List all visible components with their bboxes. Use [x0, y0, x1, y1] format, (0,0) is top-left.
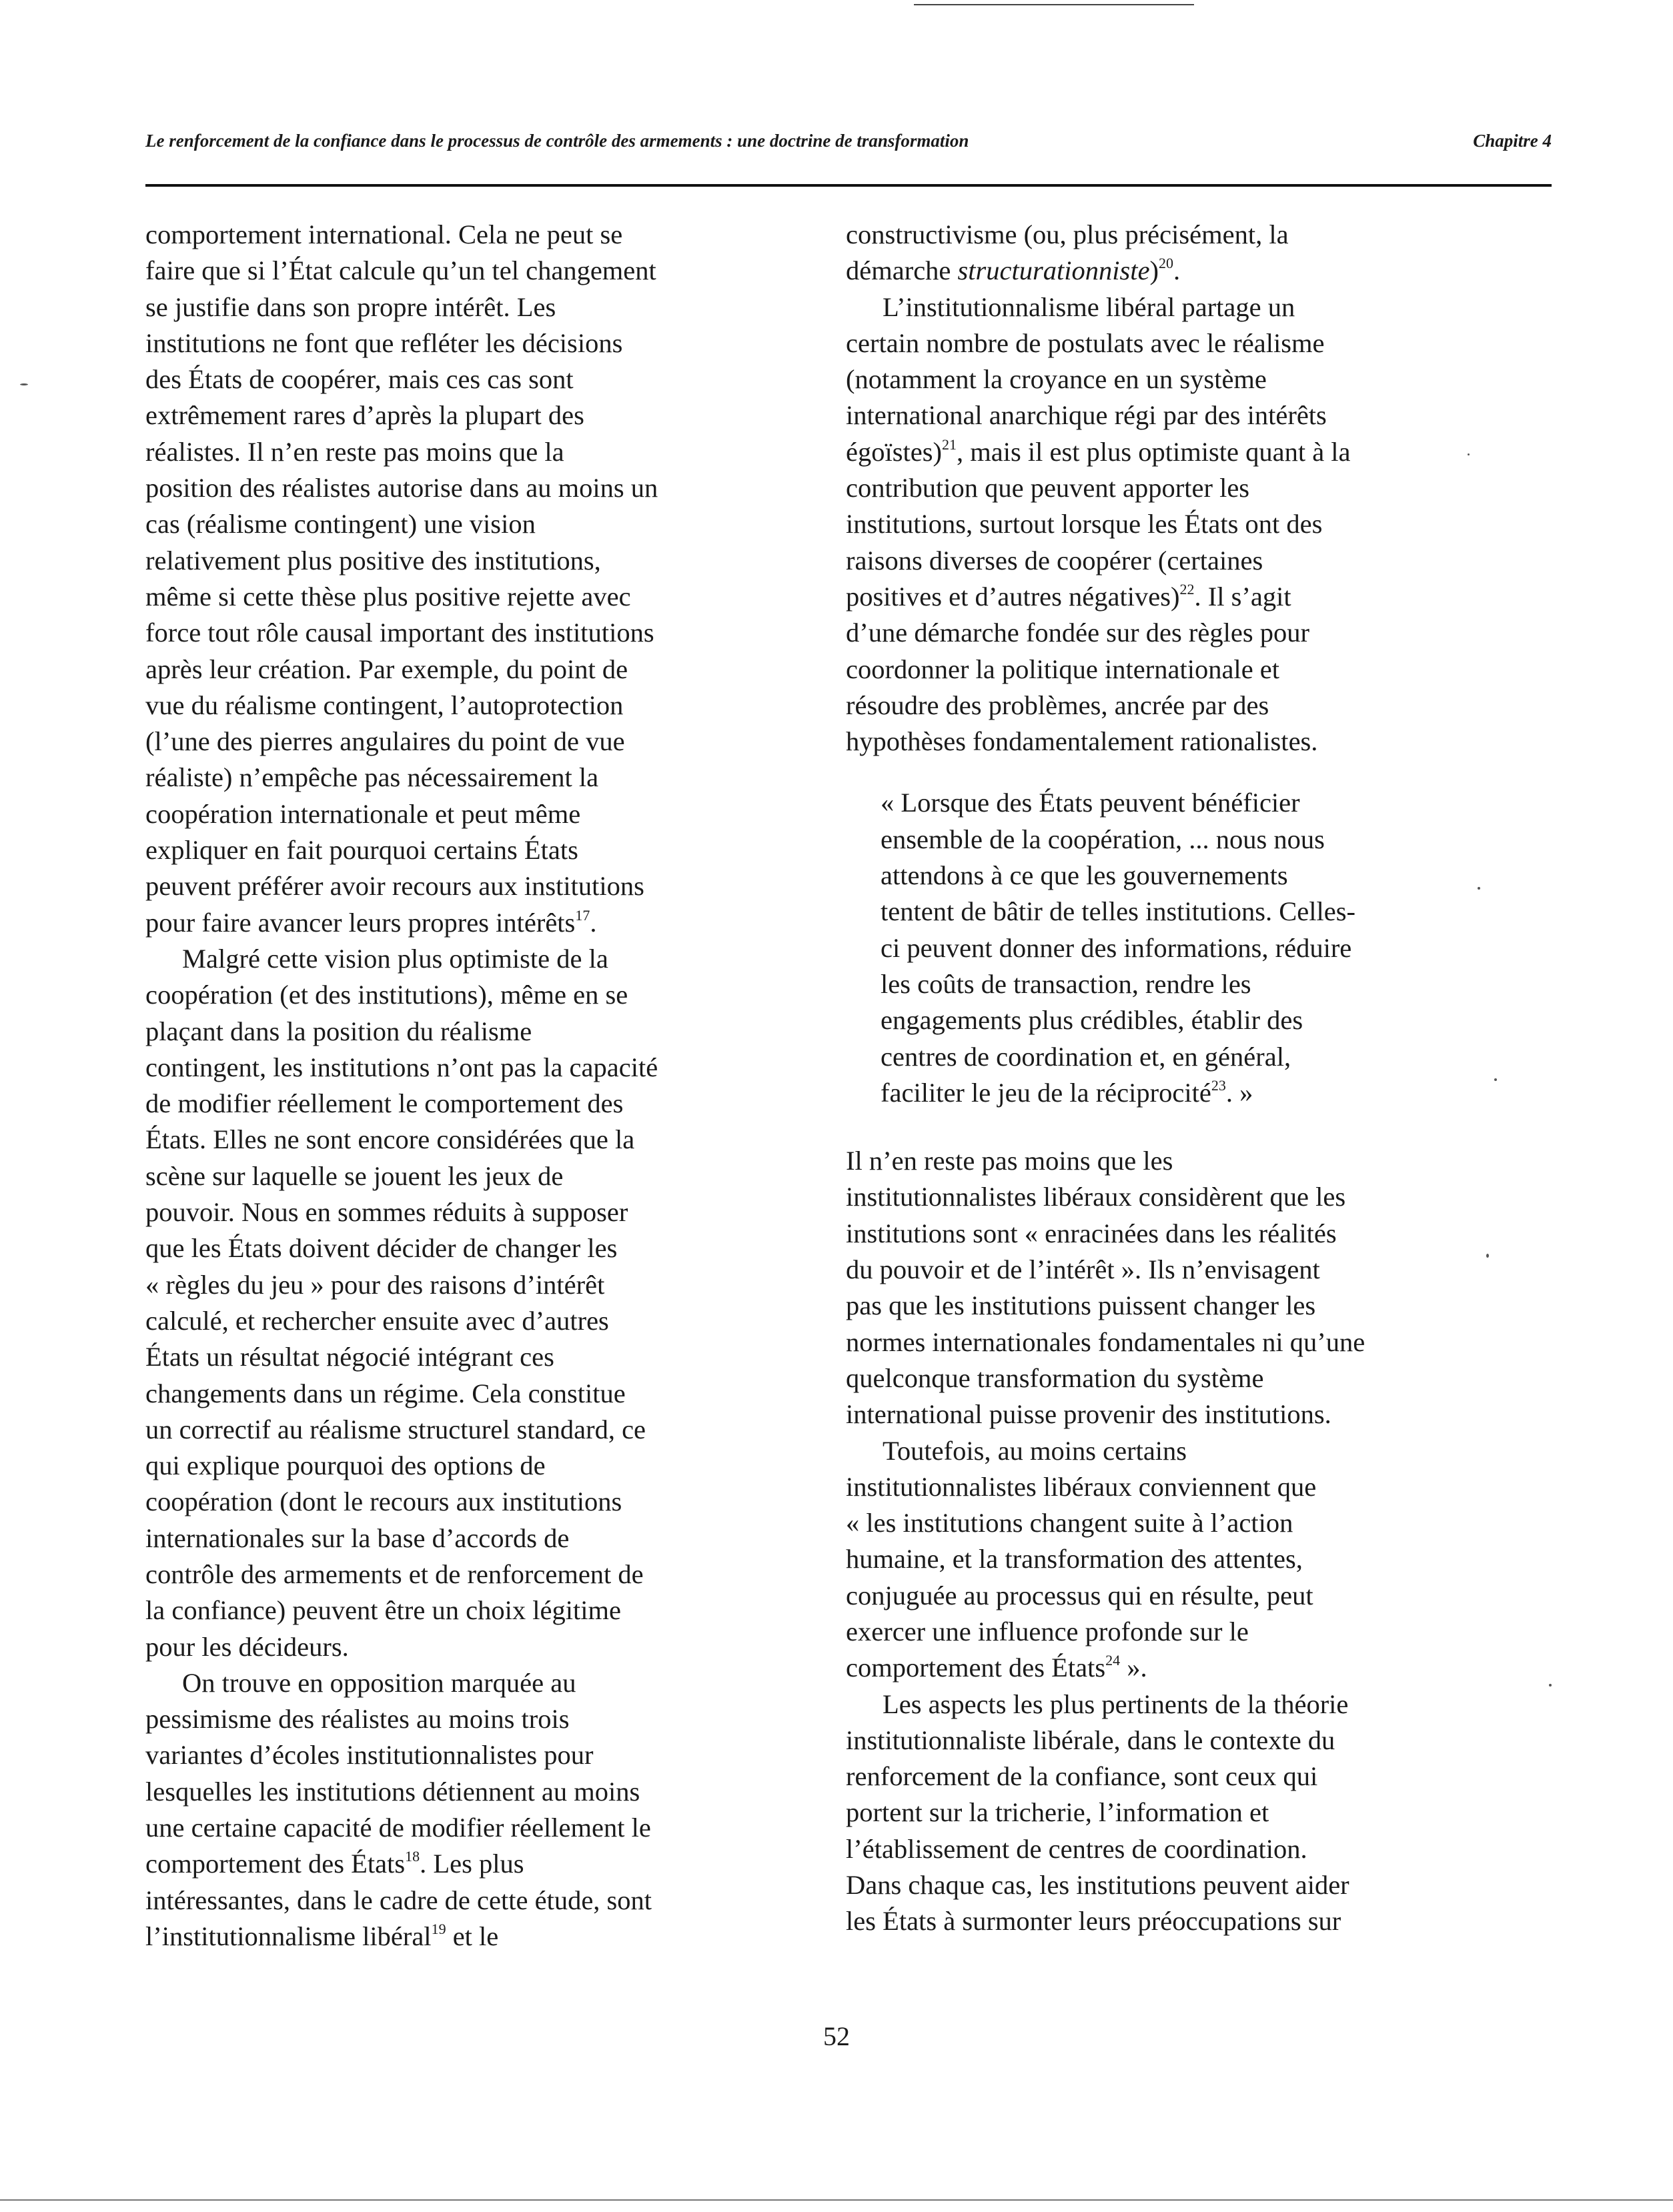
text-line: d’une démarche fondée sur des règles pour [846, 618, 1309, 648]
text-line: international puisse provenir des institutions. [846, 1399, 1331, 1430]
block-quote [846, 785, 1480, 1111]
text-line [846, 434, 1480, 470]
text-line: expliquer en fait pourquoi certains États [145, 835, 578, 866]
text-line: certain nombre de postulats avec le réalisme [846, 327, 1325, 358]
text-line [145, 905, 786, 941]
text-line: conjuguée au processus qui en résulte, peut [846, 1580, 1313, 1610]
text-line: contingent, les institutions n’ont pas la capacité [145, 1052, 658, 1082]
text-line: de modifier réellement le comportement des [145, 1088, 624, 1119]
text-line: pessimisme des réalistes au moins trois [145, 1704, 570, 1735]
text-line: (notamment la croyance en un système [846, 364, 1267, 395]
scan-speck [1478, 887, 1480, 890]
footnote-ref: 19 [431, 1920, 446, 1937]
line-text: ) [1149, 255, 1159, 286]
text-line [145, 1846, 786, 1882]
quote-line: ensemble de la coopération, ... nous nous [881, 824, 1325, 854]
scan-speck [1468, 453, 1470, 455]
line-text: . » [1225, 1077, 1253, 1108]
text-line: institutions, surtout lorsque les États ont des [846, 509, 1323, 539]
text-line: même si cette thèse plus positive rejette avec [145, 581, 631, 612]
text-line: réaliste) n’empêche pas nécessairement la [145, 762, 599, 793]
text-line: Dans chaque cas, les institutions peuvent aider [846, 1870, 1349, 1901]
text-line: coopération (et des institutions), même en se [145, 980, 628, 1010]
quote-line: les coûts de transaction, rendre les [881, 968, 1251, 999]
header-rule [145, 184, 1552, 187]
line-text: comportement des États [145, 1849, 406, 1879]
footnote-ref: 24 [1105, 1652, 1121, 1669]
text-line: relativement plus positive des institutions, [145, 545, 601, 576]
text-line: changements dans un régime. Cela constitue [145, 1378, 626, 1408]
text-line: qui explique pourquoi des options de [145, 1450, 546, 1481]
text-line: États. Elles ne sont encore considérées que la [145, 1124, 635, 1155]
line-text: , mais il est plus optimiste quant à la [956, 436, 1351, 467]
text-line: faire que si l’État calcule qu’un tel changement [145, 255, 656, 286]
text-line: institutions sont « enracinées dans les réalités [846, 1218, 1337, 1248]
scan-speck [20, 383, 28, 385]
text-line [846, 253, 1480, 289]
text-line: des États de coopérer, mais ces cas sont [145, 364, 574, 395]
paragraph [846, 1143, 1480, 1432]
text-line: constructivisme (ou, plus précisément, la [846, 219, 1289, 249]
text-line: se justifie dans son propre intérêt. Les [145, 291, 556, 322]
text-line: contrôle des armements et de renforcement de [145, 1558, 644, 1589]
footnote-ref: 22 [1179, 580, 1195, 598]
text-line: comportement international. Cela ne peut se [145, 219, 623, 249]
text-line: du pouvoir et de l’intérêt ». Ils n’envisagent [846, 1254, 1320, 1285]
text-line: internationales sur la base d’accords de [145, 1522, 570, 1553]
paragraph [145, 1665, 786, 1955]
text-line: coopération (dont le recours aux institutions [145, 1486, 622, 1517]
line-text: démarche [846, 255, 958, 286]
scan-speck [1486, 1254, 1489, 1258]
running-header-title: Le renforcement de la confiance dans le processus de contrôle des armements : une doctrine de transformation [145, 131, 969, 151]
quote-line: ci peuvent donner des informations, réduire [881, 932, 1352, 963]
text-line: humaine, et la transformation des attentes, [846, 1544, 1303, 1574]
text-line: Les aspects les plus pertinents de la théorie [883, 1689, 1349, 1719]
paragraph [846, 1433, 1480, 1687]
text-line: peuvent préférer avoir recours aux institutions [145, 871, 644, 902]
text-line: l’établissement de centres de coordination. [846, 1833, 1307, 1864]
scan-top-edge-line [914, 4, 1194, 5]
scan-speck [1494, 1078, 1497, 1081]
text-line [846, 1650, 1480, 1686]
paragraph [846, 217, 1480, 289]
text-line: réalistes. Il n’en reste pas moins que la [145, 436, 564, 467]
punctuation: . [590, 907, 597, 938]
footnote-ref: 21 [941, 435, 957, 453]
text-line: « les institutions changent suite à l’action [846, 1508, 1293, 1538]
text-line: calculé, et rechercher ensuite avec d’autres [145, 1305, 609, 1336]
text-line [145, 1919, 786, 1955]
text-line: institutionnaliste libérale, dans le contexte du [846, 1725, 1335, 1755]
paragraph [145, 941, 786, 1665]
footnote-ref: 18 [405, 1848, 420, 1865]
text-line: institutions ne font que refléter les décisions [145, 327, 623, 358]
footnote-ref: 20 [1159, 255, 1174, 272]
line-text: comportement des États [846, 1652, 1106, 1683]
paragraph [846, 1687, 1480, 1940]
text-line: que les États doivent décider de changer les [145, 1233, 618, 1264]
text-line: pas que les institutions puissent changer les [846, 1290, 1316, 1321]
text-line: portent sur la tricherie, l’information et [846, 1797, 1269, 1828]
left-column [145, 217, 786, 1955]
text-line: plaçant dans la position du réalisme [145, 1016, 532, 1046]
footnote-ref: 17 [575, 906, 590, 924]
line-text: . Les plus [420, 1849, 524, 1879]
line-text: . Il s’agit [1194, 581, 1291, 612]
right-column [846, 217, 1480, 1940]
text-line: vue du réalisme contingent, l’autoprotection [145, 690, 624, 720]
text-line: hypothèses fondamentalement rationalistes. [846, 726, 1318, 757]
footnote-ref: 23 [1211, 1076, 1226, 1094]
text-line: extrêmement rares d’après la plupart des [145, 400, 584, 431]
text-line: « règles du jeu » pour des raisons d’intérêt [145, 1269, 605, 1300]
text-line: contribution que peuvent apporter les [846, 473, 1250, 503]
text-line: (l’une des pierres angulaires du point de vue [145, 726, 625, 757]
text-line: Toutefois, au moins certains [883, 1435, 1187, 1466]
running-header-chapter: Chapitre 4 [1473, 131, 1552, 151]
quote-line: « Lorsque des États peuvent bénéficier [881, 788, 1300, 818]
text-line: lesquelles les institutions détiennent au moins [145, 1776, 640, 1807]
text-line: une certaine capacité de modifier réellement le [145, 1813, 651, 1843]
text-line: renforcement de la confiance, sont ceux qui [846, 1761, 1318, 1792]
line-text: pour faire avancer leurs propres intérêts [145, 907, 576, 938]
text-line: pour les décideurs. [145, 1631, 349, 1662]
punctuation: . [1173, 255, 1181, 286]
paragraph [846, 289, 1480, 760]
text-line: On trouve en opposition marquée au [182, 1667, 576, 1698]
text-line: pouvoir. Nous en sommes réduits à supposer [145, 1197, 628, 1228]
text-line: résoudre des problèmes, ancrée par des [846, 690, 1269, 720]
text-line [846, 579, 1480, 615]
quote-line [881, 1075, 1480, 1111]
text-line: après leur création. Par exemple, du point de [145, 654, 628, 684]
text-line: Malgré cette vision plus optimiste de la [182, 943, 608, 974]
line-text: ». [1120, 1652, 1147, 1683]
text-line: un correctif au réalisme structurel standard, ce [145, 1414, 646, 1444]
scan-bottom-edge-line [0, 2199, 1673, 2201]
text-line: institutionnalistes libéraux conviennent que [846, 1471, 1317, 1502]
text-line: position des réalistes autorise dans au moins un [145, 473, 658, 503]
paragraph [145, 217, 786, 941]
text-line: les États à surmonter leurs préoccupations sur [846, 1906, 1341, 1937]
italic-term: structurationniste [957, 255, 1150, 286]
line-text: égoïstes) [846, 436, 942, 467]
line-text: l’institutionnalisme libéral [145, 1921, 432, 1951]
quote-line: attendons à ce que les gouvernements [881, 860, 1288, 891]
text-line: variantes d’écoles institutionnalistes pour [145, 1740, 594, 1771]
text-line: États un résultat négocié intégrant ces [145, 1342, 554, 1372]
text-line: scène sur laquelle se jouent les jeux de [145, 1160, 564, 1191]
text-line: quelconque transformation du système [846, 1362, 1264, 1393]
quote-line: centres de coordination et, en général, [881, 1041, 1291, 1072]
text-line: la confiance) peuvent être un choix légitime [145, 1595, 621, 1626]
text-line: raisons diverses de coopérer (certaines [846, 545, 1263, 576]
page-number: 52 [823, 2021, 850, 2051]
scan-speck [1549, 1684, 1552, 1687]
text-line: institutionnalistes libéraux considèrent que les [846, 1182, 1346, 1212]
line-text: et le [446, 1921, 499, 1951]
text-line: cas (réalisme contingent) une vision [145, 509, 536, 539]
quote-line: engagements plus crédibles, établir des [881, 1005, 1303, 1036]
line-text: faciliter le jeu de la réciprocité [881, 1077, 1211, 1108]
text-line: exercer une influence profonde sur le [846, 1616, 1249, 1646]
text-line: normes internationales fondamentales ni qu’une [846, 1326, 1365, 1357]
line-text: positives et d’autres négatives) [846, 581, 1180, 612]
text-line: international anarchique régi par des intérêts [846, 400, 1327, 431]
text-line: Il n’en reste pas moins que les [846, 1146, 1173, 1176]
text-line: force tout rôle causal important des institutions [145, 618, 654, 648]
quote-line: tentent de bâtir de telles institutions. Celles- [881, 896, 1355, 927]
text-line: coordonner la politique internationale et [846, 654, 1280, 684]
text-line: L’institutionnalisme libéral partage un [883, 291, 1295, 322]
text-line: intéressantes, dans le cadre de cette étude, sont [145, 1885, 652, 1915]
text-line: coopération internationale et peut même [145, 798, 581, 829]
